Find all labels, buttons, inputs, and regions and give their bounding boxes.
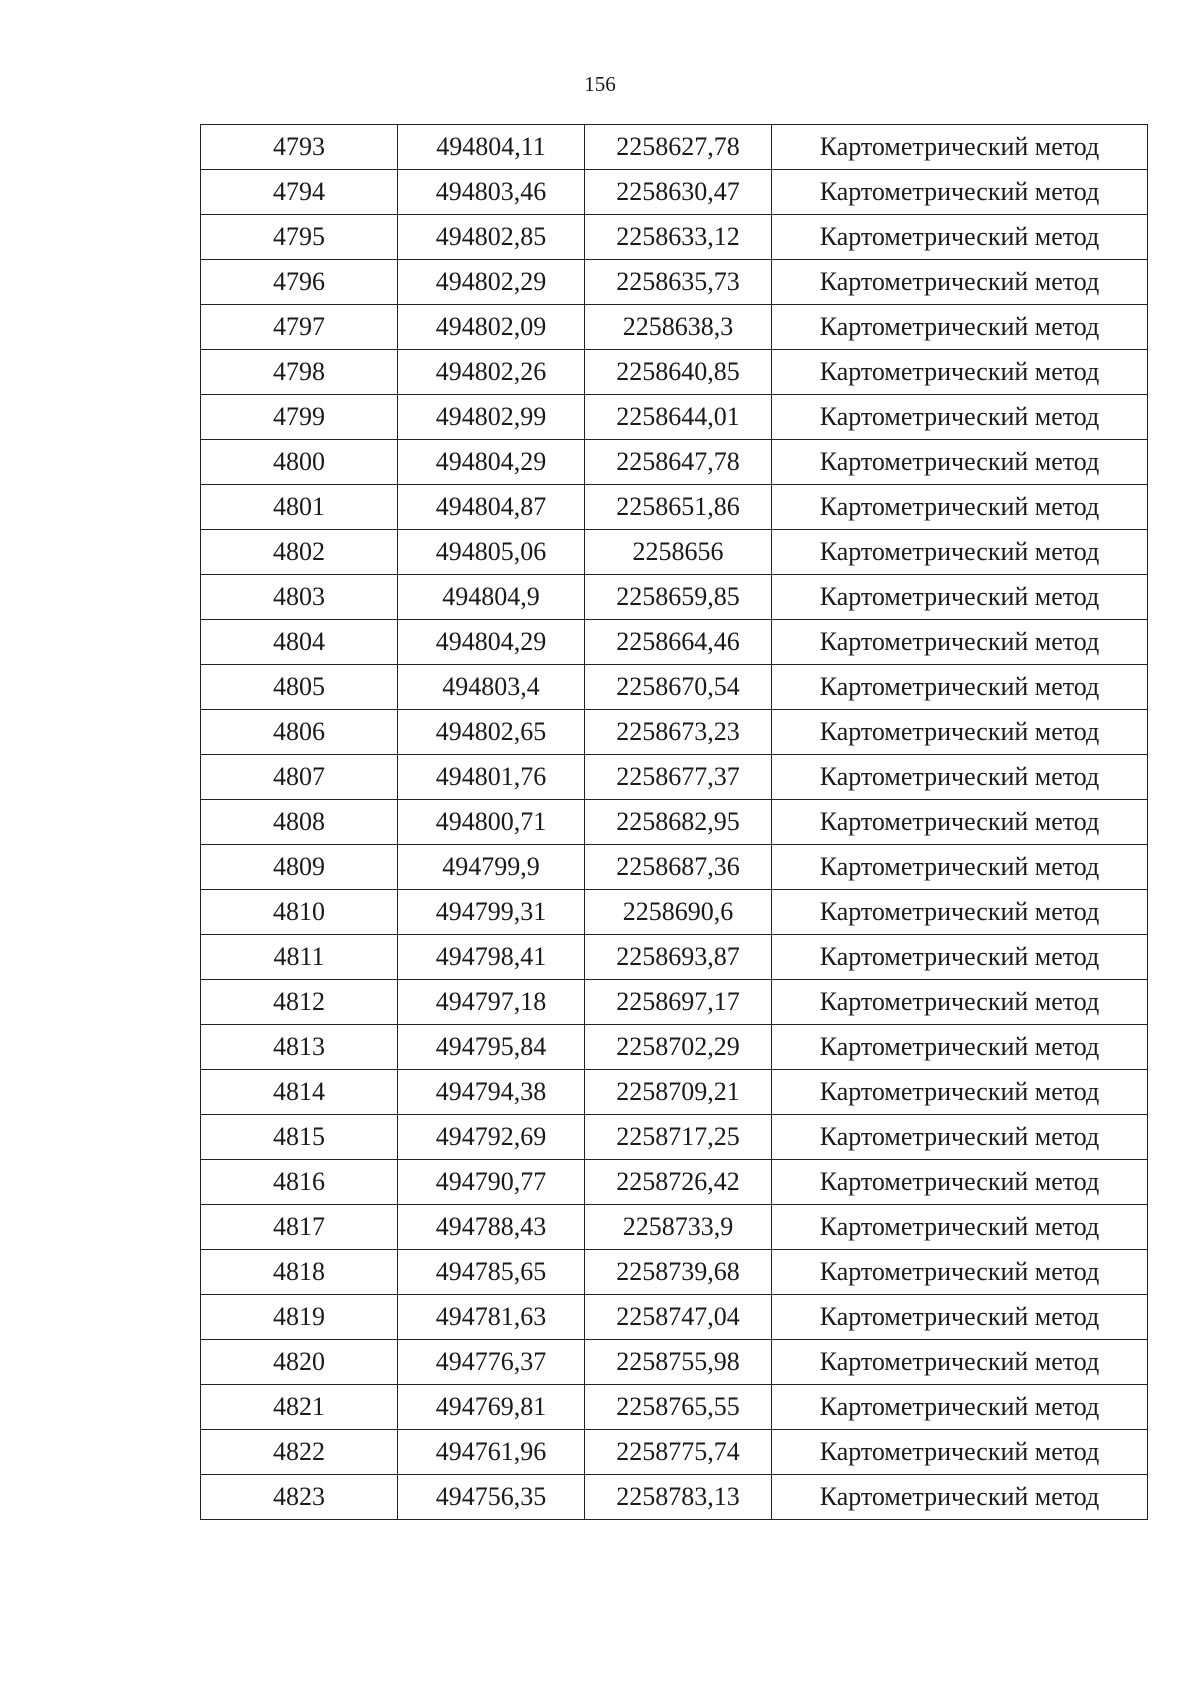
y-coordinate-cell: 2258659,85 — [585, 575, 772, 620]
x-coordinate-cell: 494802,26 — [398, 350, 585, 395]
method-cell: Картометрический метод — [772, 1070, 1148, 1115]
table-row — [201, 260, 1148, 305]
point-number-cell: 4805 — [201, 665, 398, 710]
y-coordinate-cell: 2258775,74 — [585, 1430, 772, 1475]
table-row — [201, 845, 1148, 890]
point-number-cell: 4819 — [201, 1295, 398, 1340]
x-coordinate-cell: 494792,69 — [398, 1115, 585, 1160]
y-coordinate-cell: 2258633,12 — [585, 215, 772, 260]
method-cell: Картометрический метод — [772, 845, 1148, 890]
point-number-cell: 4795 — [201, 215, 398, 260]
table-row — [201, 170, 1148, 215]
method-cell: Картометрический метод — [772, 800, 1148, 845]
x-coordinate-cell: 494804,29 — [398, 620, 585, 665]
method-cell: Картометрический метод — [772, 350, 1148, 395]
table-row — [201, 1475, 1148, 1520]
method-cell: Картометрический метод — [772, 485, 1148, 530]
table-row — [201, 665, 1148, 710]
method-cell: Картометрический метод — [772, 125, 1148, 170]
method-cell: Картометрический метод — [772, 935, 1148, 980]
y-coordinate-cell: 2258627,78 — [585, 125, 772, 170]
table-row — [201, 1385, 1148, 1430]
method-cell: Картометрический метод — [772, 620, 1148, 665]
table-row — [201, 575, 1148, 620]
method-cell: Картометрический метод — [772, 1430, 1148, 1475]
x-coordinate-cell: 494803,4 — [398, 665, 585, 710]
point-number-cell: 4818 — [201, 1250, 398, 1295]
x-coordinate-cell: 494799,31 — [398, 890, 585, 935]
table-row — [201, 485, 1148, 530]
table-row — [201, 755, 1148, 800]
point-number-cell: 4814 — [201, 1070, 398, 1115]
y-coordinate-cell: 2258709,21 — [585, 1070, 772, 1115]
y-coordinate-cell: 2258638,3 — [585, 305, 772, 350]
y-coordinate-cell: 2258702,29 — [585, 1025, 772, 1070]
x-coordinate-cell: 494802,99 — [398, 395, 585, 440]
x-coordinate-cell: 494797,18 — [398, 980, 585, 1025]
method-cell: Картометрический метод — [772, 665, 1148, 710]
y-coordinate-cell: 2258717,25 — [585, 1115, 772, 1160]
y-coordinate-cell: 2258647,78 — [585, 440, 772, 485]
x-coordinate-cell: 494794,38 — [398, 1070, 585, 1115]
y-coordinate-cell: 2258677,37 — [585, 755, 772, 800]
table-row — [201, 530, 1148, 575]
point-number-cell: 4823 — [201, 1475, 398, 1520]
x-coordinate-cell: 494785,65 — [398, 1250, 585, 1295]
point-number-cell: 4801 — [201, 485, 398, 530]
point-number-cell: 4820 — [201, 1340, 398, 1385]
point-number-cell: 4821 — [201, 1385, 398, 1430]
point-number-cell: 4803 — [201, 575, 398, 620]
x-coordinate-cell: 494802,85 — [398, 215, 585, 260]
y-coordinate-cell: 2258783,13 — [585, 1475, 772, 1520]
x-coordinate-cell: 494802,29 — [398, 260, 585, 305]
point-number-cell: 4817 — [201, 1205, 398, 1250]
table-row — [201, 395, 1148, 440]
x-coordinate-cell: 494769,81 — [398, 1385, 585, 1430]
y-coordinate-cell: 2258765,55 — [585, 1385, 772, 1430]
point-number-cell: 4812 — [201, 980, 398, 1025]
point-number-cell: 4802 — [201, 530, 398, 575]
y-coordinate-cell: 2258739,68 — [585, 1250, 772, 1295]
y-coordinate-cell: 2258670,54 — [585, 665, 772, 710]
page-number: 156 — [584, 72, 616, 96]
table-row — [201, 935, 1148, 980]
point-number-cell: 4794 — [201, 170, 398, 215]
method-cell: Картометрический метод — [772, 440, 1148, 485]
point-number-cell: 4798 — [201, 350, 398, 395]
table-row — [201, 1430, 1148, 1475]
point-number-cell: 4810 — [201, 890, 398, 935]
y-coordinate-cell: 2258673,23 — [585, 710, 772, 755]
table-row — [201, 1295, 1148, 1340]
method-cell: Картометрический метод — [772, 980, 1148, 1025]
point-number-cell: 4813 — [201, 1025, 398, 1070]
y-coordinate-cell: 2258664,46 — [585, 620, 772, 665]
x-coordinate-cell: 494801,76 — [398, 755, 585, 800]
method-cell: Картометрический метод — [772, 215, 1148, 260]
x-coordinate-cell: 494781,63 — [398, 1295, 585, 1340]
point-number-cell: 4804 — [201, 620, 398, 665]
point-number-cell: 4793 — [201, 125, 398, 170]
method-cell: Картометрический метод — [772, 260, 1148, 305]
y-coordinate-cell: 2258656 — [585, 530, 772, 575]
method-cell: Картометрический метод — [772, 395, 1148, 440]
method-cell: Картометрический метод — [772, 1025, 1148, 1070]
method-cell: Картометрический метод — [772, 1385, 1148, 1430]
y-coordinate-cell: 2258693,87 — [585, 935, 772, 980]
table-row — [201, 1340, 1148, 1385]
table-row — [201, 1115, 1148, 1160]
x-coordinate-cell: 494804,87 — [398, 485, 585, 530]
coordinates-table — [200, 124, 1148, 1520]
y-coordinate-cell: 2258651,86 — [585, 485, 772, 530]
point-number-cell: 4807 — [201, 755, 398, 800]
x-coordinate-cell: 494790,77 — [398, 1160, 585, 1205]
table-row — [201, 1025, 1148, 1070]
method-cell: Картометрический метод — [772, 170, 1148, 215]
table-row — [201, 890, 1148, 935]
y-coordinate-cell: 2258755,98 — [585, 1340, 772, 1385]
y-coordinate-cell: 2258682,95 — [585, 800, 772, 845]
table-row — [201, 1250, 1148, 1295]
x-coordinate-cell: 494756,35 — [398, 1475, 585, 1520]
table-row — [201, 350, 1148, 395]
table-row — [201, 1160, 1148, 1205]
x-coordinate-cell: 494761,96 — [398, 1430, 585, 1475]
method-cell: Картометрический метод — [772, 890, 1148, 935]
x-coordinate-cell: 494802,65 — [398, 710, 585, 755]
point-number-cell: 4796 — [201, 260, 398, 305]
y-coordinate-cell: 2258690,6 — [585, 890, 772, 935]
y-coordinate-cell: 2258697,17 — [585, 980, 772, 1025]
x-coordinate-cell: 494805,06 — [398, 530, 585, 575]
x-coordinate-cell: 494795,84 — [398, 1025, 585, 1070]
table-row — [201, 710, 1148, 755]
x-coordinate-cell: 494804,9 — [398, 575, 585, 620]
point-number-cell: 4809 — [201, 845, 398, 890]
table-row — [201, 620, 1148, 665]
method-cell: Картометрический метод — [772, 1160, 1148, 1205]
method-cell: Картометрический метод — [772, 1475, 1148, 1520]
table-row — [201, 980, 1148, 1025]
y-coordinate-cell: 2258733,9 — [585, 1205, 772, 1250]
y-coordinate-cell: 2258630,47 — [585, 170, 772, 215]
y-coordinate-cell: 2258747,04 — [585, 1295, 772, 1340]
table-body — [201, 125, 1148, 1520]
table-row — [201, 125, 1148, 170]
x-coordinate-cell: 494804,29 — [398, 440, 585, 485]
point-number-cell: 4822 — [201, 1430, 398, 1475]
y-coordinate-cell: 2258640,85 — [585, 350, 772, 395]
method-cell: Картометрический метод — [772, 1115, 1148, 1160]
method-cell: Картометрический метод — [772, 305, 1148, 350]
point-number-cell: 4808 — [201, 800, 398, 845]
method-cell: Картометрический метод — [772, 1340, 1148, 1385]
table-row — [201, 1205, 1148, 1250]
x-coordinate-cell: 494804,11 — [398, 125, 585, 170]
method-cell: Картометрический метод — [772, 1295, 1148, 1340]
method-cell: Картометрический метод — [772, 1250, 1148, 1295]
x-coordinate-cell: 494798,41 — [398, 935, 585, 980]
table-row — [201, 1070, 1148, 1115]
x-coordinate-cell: 494800,71 — [398, 800, 585, 845]
method-cell: Картометрический метод — [772, 530, 1148, 575]
x-coordinate-cell: 494776,37 — [398, 1340, 585, 1385]
x-coordinate-cell: 494802,09 — [398, 305, 585, 350]
table-row — [201, 305, 1148, 350]
table-row — [201, 440, 1148, 485]
method-cell: Картометрический метод — [772, 710, 1148, 755]
point-number-cell: 4799 — [201, 395, 398, 440]
y-coordinate-cell: 2258644,01 — [585, 395, 772, 440]
point-number-cell: 4815 — [201, 1115, 398, 1160]
table-row — [201, 215, 1148, 260]
y-coordinate-cell: 2258687,36 — [585, 845, 772, 890]
x-coordinate-cell: 494799,9 — [398, 845, 585, 890]
x-coordinate-cell: 494803,46 — [398, 170, 585, 215]
point-number-cell: 4797 — [201, 305, 398, 350]
table-row — [201, 800, 1148, 845]
point-number-cell: 4806 — [201, 710, 398, 755]
method-cell: Картометрический метод — [772, 1205, 1148, 1250]
point-number-cell: 4800 — [201, 440, 398, 485]
y-coordinate-cell: 2258635,73 — [585, 260, 772, 305]
point-number-cell: 4811 — [201, 935, 398, 980]
method-cell: Картометрический метод — [772, 755, 1148, 800]
point-number-cell: 4816 — [201, 1160, 398, 1205]
x-coordinate-cell: 494788,43 — [398, 1205, 585, 1250]
y-coordinate-cell: 2258726,42 — [585, 1160, 772, 1205]
method-cell: Картометрический метод — [772, 575, 1148, 620]
